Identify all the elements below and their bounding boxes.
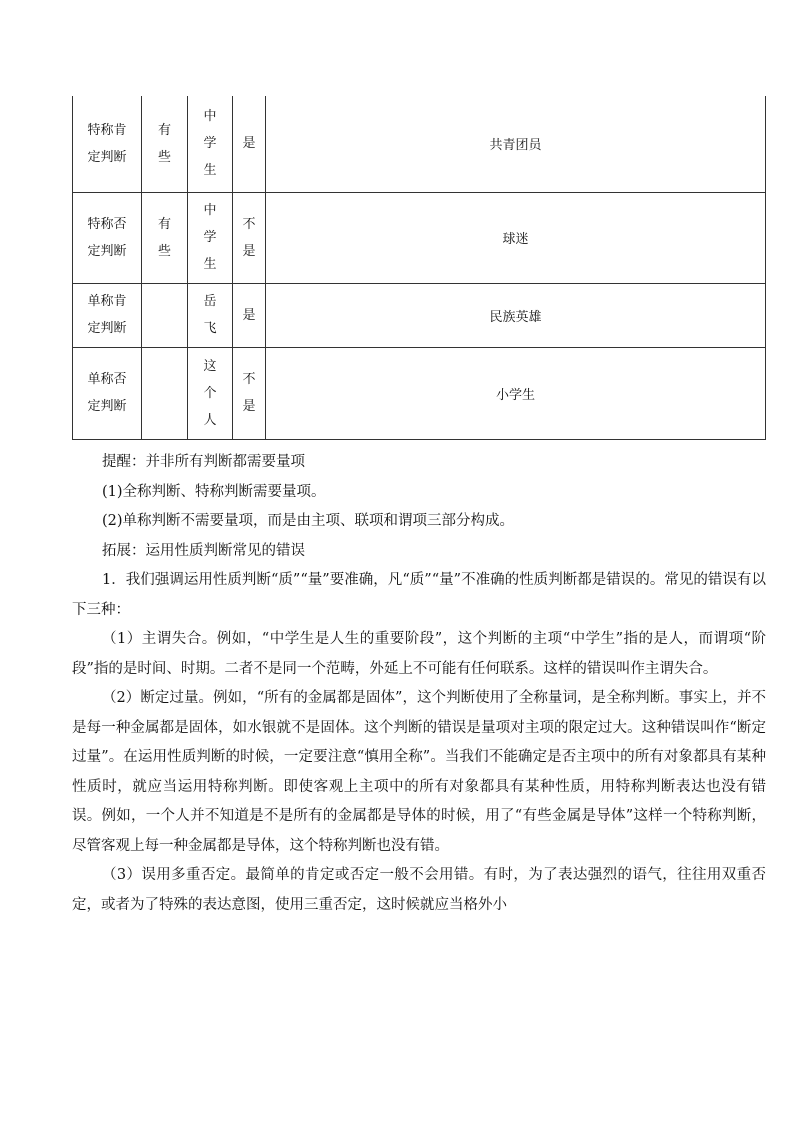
paragraph-error-1: （1）主谓失合。例如，“中学生是人生的重要阶段”，这个判断的主项“中学生”指的是人，而谓项“阶段”指的是时间、时期。二者不是同一个范畴，外延上不可能有任何联系。这样的错误叫作主谓失合。 [72, 631, 766, 677]
copula-text: 是 [242, 136, 256, 152]
quantifier-text: 有 [157, 122, 171, 138]
subject-text: 生 [203, 163, 217, 179]
judgment-type-text: 定判断 [87, 149, 127, 165]
judgment-type-text: 单称肯 [87, 294, 127, 309]
subject-cell [188, 192, 233, 283]
tip-title: 提醒：并非所有判断都需要量项 [102, 454, 305, 470]
copula-text: 是 [242, 399, 256, 414]
table-row [73, 283, 766, 347]
judgment-type-text: 定判断 [87, 399, 127, 414]
tip-item-1: (1)全称判断、特称判断需要量项。 [102, 483, 326, 500]
copula-cell [233, 192, 266, 283]
subject-text: 学 [203, 230, 217, 245]
judgment-type-cell [73, 96, 142, 192]
subject-text: 岳 [203, 294, 217, 309]
subject-text: 中 [203, 203, 217, 218]
quantifier-text: 些 [157, 243, 171, 259]
subject-text: 生 [203, 257, 217, 272]
table-row [73, 96, 766, 192]
copula-cell [233, 347, 266, 439]
predicate-text: 小学生 [495, 387, 535, 403]
copula-text: 不 [242, 372, 256, 387]
quantifier-text: 有 [157, 216, 171, 232]
judgment-type-text: 单称否 [87, 372, 127, 387]
predicate-cell [266, 283, 766, 347]
subject-cell [188, 283, 233, 347]
judgment-type-cell [73, 192, 142, 283]
judgment-type-text: 特称否 [87, 216, 127, 232]
quantifier-cell [142, 192, 188, 283]
quantifier-cell [142, 283, 188, 347]
quantifier-cell [142, 347, 188, 439]
extension-title: 拓展：运用性质判断常见的错误 [102, 542, 305, 559]
notes-block [72, 448, 766, 920]
judgment-type-text: 特称肯 [87, 122, 127, 138]
table-row [73, 192, 766, 283]
predicate-text: 民族英雄 [489, 309, 542, 325]
subject-text: 这 [203, 358, 217, 374]
predicate-cell [266, 96, 766, 192]
judgment-type-cell [73, 283, 142, 347]
subject-cell [188, 96, 233, 192]
predicate-text: 共青团员 [489, 138, 542, 154]
subject-text: 人 [203, 412, 217, 428]
copula-cell [233, 283, 266, 347]
subject-text: 个 [203, 385, 217, 401]
judgment-type-cell [73, 347, 142, 439]
copula-text: 不 [242, 216, 256, 232]
paragraph-error-2: （2）断定过量。例如，“所有的金属都是固体”，这个判断使用了全称量词，是全称判断。事实上，并不是每一种金属都是固体，如水银就不是固体。这个判断的错误是量项对主项的限定过大。这种错误叫作“断定过量”。在运用性质判断的时候，一定要注意“慎用全称”。当我们不能确定是否主项中的所有对象都具有某种性质时，就应当运用特称判断。即使客观上主项中的所有对象都具有某种性质，用特称判断表达也没有错误。例如，一个人并不知道是不是所有的金属都是导体的时候，用了“有些金属是导体”这样一个特称判断，尽管客观上每一种金属都是导体，这个特称判断也没有错。 [72, 690, 766, 854]
copula-cell [233, 96, 266, 192]
judgment-table [72, 96, 766, 440]
quantifier-cell [142, 96, 188, 192]
subject-cell [188, 347, 233, 439]
predicate-cell [266, 347, 766, 439]
table-row [73, 347, 766, 439]
paragraph-error-3: （3）误用多重否定。最简单的肯定或否定一般不会用错。有时，为了表达强烈的语气，往往用双重否定，或者为了特殊的表达意图，使用三重否定，这时候就应当格外小 [72, 867, 766, 913]
predicate-cell [266, 192, 766, 283]
copula-text: 是 [242, 243, 256, 259]
subject-text: 飞 [203, 321, 217, 336]
subject-text: 中 [203, 109, 217, 125]
paragraph-intro: 1．我们强调运用性质判断“质”“量”要准确，凡“质”“量”不准确的性质判断都是错误的。常见的错误有以下三种： [72, 572, 766, 618]
tip-item-2: (2)单称判断不需要量项，而是由主项、联项和谓项三部分构成。 [102, 513, 515, 529]
judgment-type-text: 定判断 [87, 243, 127, 259]
subject-text: 学 [203, 136, 217, 152]
predicate-text: 球迷 [502, 232, 529, 247]
quantifier-text: 些 [157, 149, 171, 165]
judgment-type-text: 定判断 [87, 321, 127, 336]
copula-text: 是 [242, 307, 256, 323]
